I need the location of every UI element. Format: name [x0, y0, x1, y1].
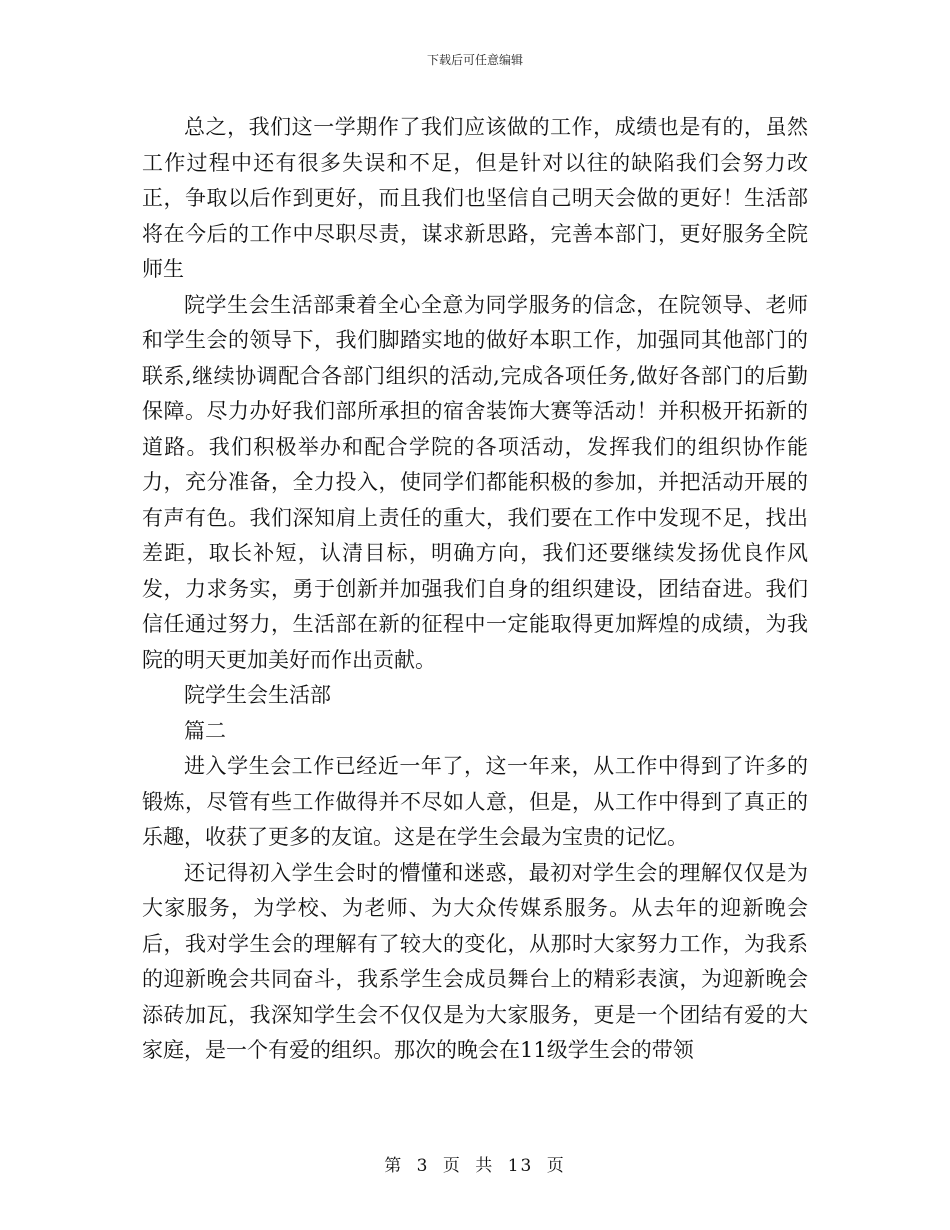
paragraph: 还记得初入学生会时的懵懂和迷惑，最初对学生会的理解仅仅是为大家服务，为学校、为老师、为大众传媒系服务。从去年的迎新晚会后，我对学生会的理解有了较大的变化，从那时大家努力工作，为我系的迎新晚会共同奋斗，我系学生会成员舞台上的精彩表演，为迎新晚会添砖加瓦，我深知学生会不仅仅是为大家服务，更是一个团结有爱的大家庭，是一个有爱的组织。那次的晚会在11级学生会的带领: [142, 860, 808, 1062]
signature-line: 院学生会生活部: [184, 683, 331, 707]
paragraph: 进入学生会工作已经近一年了，这一年来，从工作中得到了许多的锻炼，尽管有些工作做得并不尽如人意，但是，从工作中得到了真正的乐趣，收获了更多的友谊。这是在学生会最为宝贵的记忆。: [142, 754, 808, 849]
page-footer: 第 3 页 共 13 页: [384, 1156, 566, 1176]
page-header: 下载后可任意编辑: [426, 53, 523, 67]
section-heading: 篇二: [184, 718, 226, 743]
paragraph: 院学生会生活部秉着全心全意为同学服务的信念，在院领导、老师和学生会的领导下，我们脚踏实地的做好本职工作，加强同其他部门的联系,继续协调配合各部门组织的活动,完成各项任务,做好各部门的后勤保障。尽力办好我们部所承担的宿舍装饰大赛等活动！并积极开拓新的道路。我们积极举办和配合学院的各项活动，发挥我们的组织协作能力，充分准备，全力投入，使同学们都能积极的参加，并把活动开展的有声有色。我们深知肩上责任的重大，我们要在工作中发现不足，找出差距，取长补短，认清目标，明确方向，我们还要继续发扬优良作风发，力求务实，勇于创新并加强我们自身的组织建设，团结奋进。我们信任通过努力，生活部在新的征程中一定能取得更加辉煌的成绩，为我院的明天更加美好而作出贡献。: [142, 292, 808, 672]
paragraph: 总之，我们这一学期作了我们应该做的工作，成绩也是有的，虽然工作过程中还有很多失误和不足，但是针对以往的缺陷我们会努力改正，争取以后作到更好，而且我们也坚信自己明天会做的更好！生活部将在今后的工作中尽职尽责，谋求新思路，完善本部门，更好服务全院师生: [142, 115, 808, 281]
document-body: [142, 110, 808, 1069]
